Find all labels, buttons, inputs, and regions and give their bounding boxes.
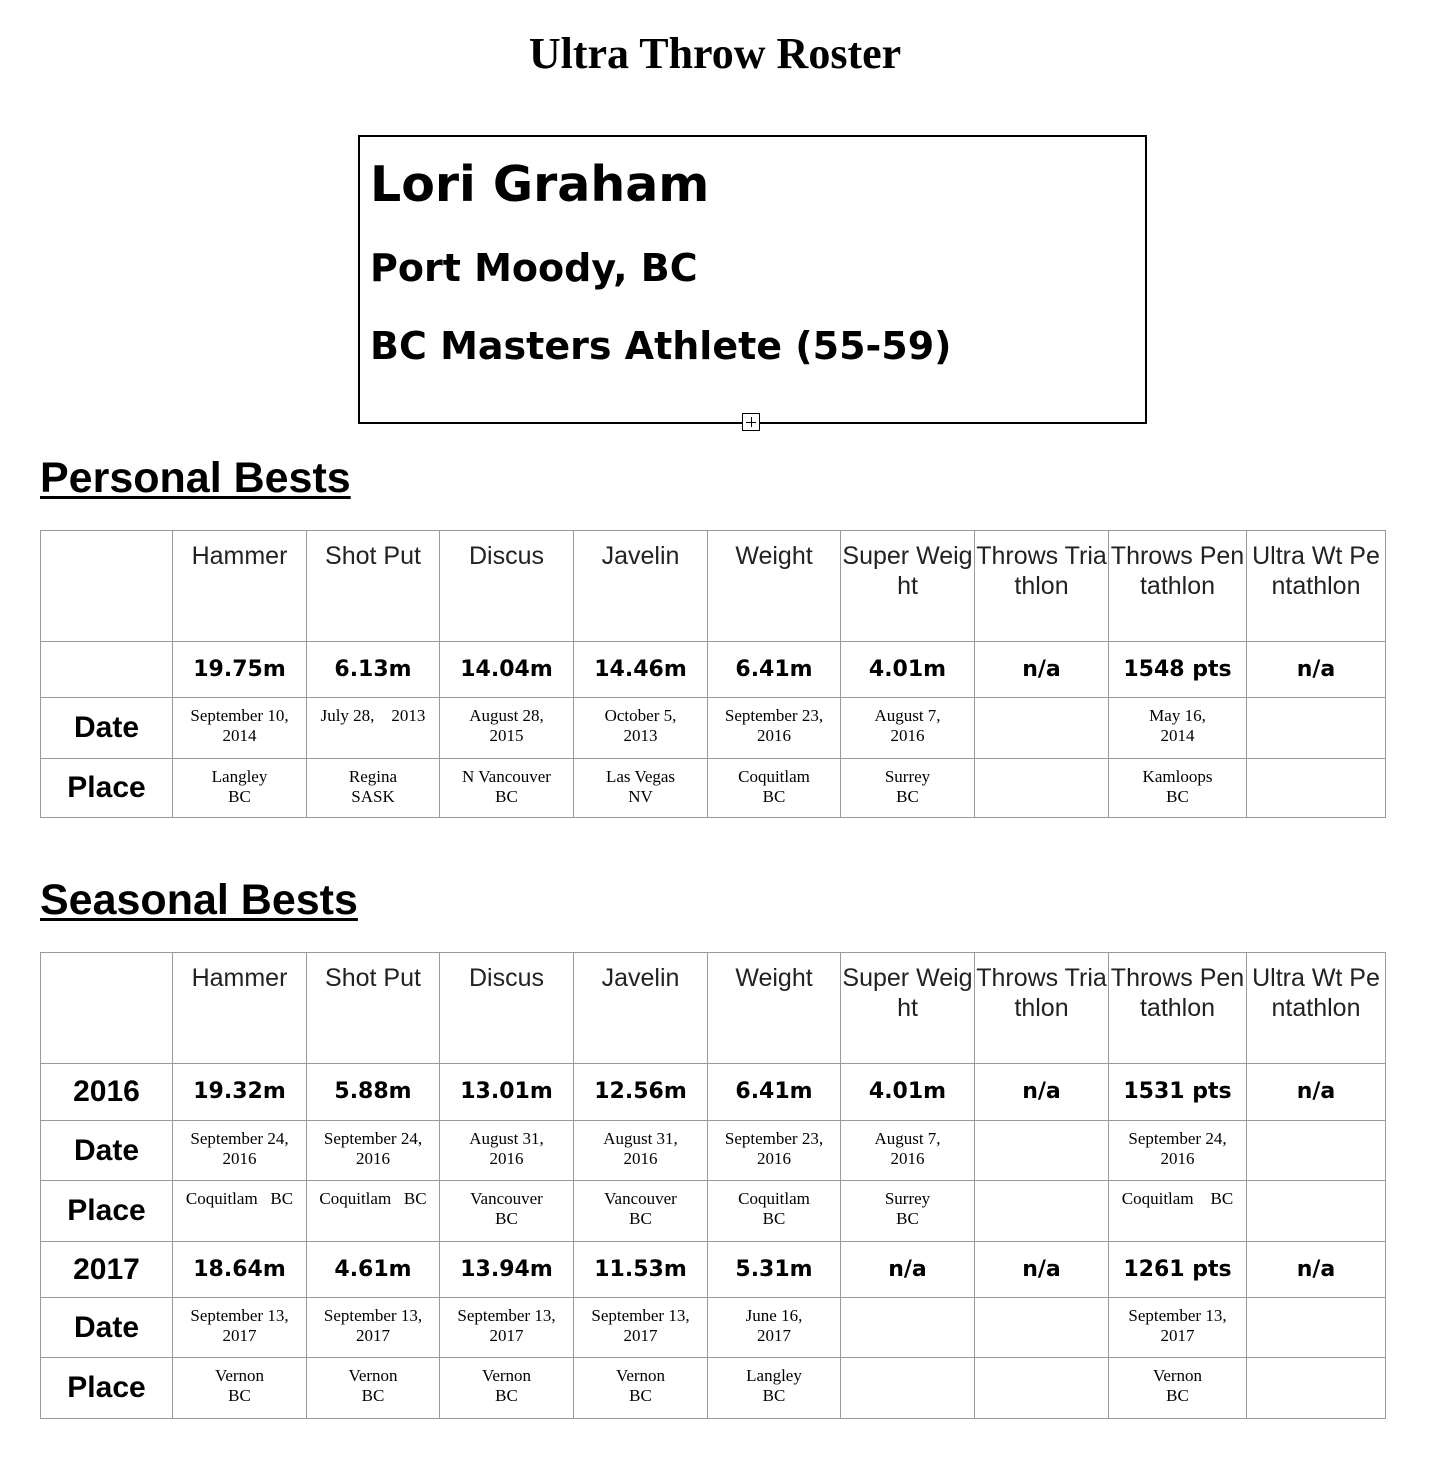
cell-line: 11.53m [594, 1256, 687, 1282]
mark-value [975, 1242, 1109, 1298]
cell-line: Ultra Wt Pentathlon [1252, 964, 1380, 1022]
cell-line: Super Weight [842, 964, 973, 1022]
date-value [975, 698, 1109, 759]
place-value [1247, 759, 1386, 818]
move-handle-icon[interactable] [742, 413, 760, 431]
athlete-name: Lori Graham [370, 156, 710, 213]
cell-line: August 31, [469, 1129, 544, 1148]
cell-line: September 13, [457, 1306, 556, 1325]
cell-line: June 16, [745, 1306, 803, 1325]
cell-line: 2014 [222, 726, 257, 745]
cell-line: October 5, [604, 706, 677, 725]
cell-line: Coquitlam BC [185, 1189, 294, 1208]
cell-line: NV [628, 787, 653, 806]
place-value [440, 1181, 574, 1242]
event-header [975, 953, 1109, 1064]
cell-line: SASK [351, 787, 395, 806]
cell-line: 2017 [1160, 1326, 1195, 1345]
cell-line: 2016 [356, 1149, 390, 1168]
cell-line: Hammer [191, 964, 288, 992]
event-header [307, 953, 440, 1064]
date-value [1247, 698, 1386, 759]
cell-line: BC [762, 787, 786, 806]
cell-line: 2013 [623, 726, 658, 745]
cell-line: 5.88m [334, 1079, 412, 1104]
cell-line: Langley [746, 1366, 802, 1385]
mark-value [574, 1064, 708, 1121]
cell-line: August 31, [603, 1129, 678, 1148]
cell-line: Shot Put [325, 964, 421, 992]
cell-line: 2017 [757, 1326, 791, 1345]
cell-line: 2015 [489, 726, 524, 745]
cell-line: Regina [348, 767, 398, 786]
cell-line: Vernon [1152, 1366, 1203, 1385]
date-value [574, 1121, 708, 1181]
mark-value [841, 1242, 975, 1298]
event-header-row [41, 953, 1386, 1064]
cell-line: 1531 pts [1123, 1079, 1232, 1104]
cell-line: Kamloops [1142, 767, 1213, 786]
cell-line: 2016 [623, 1149, 658, 1168]
cell-line: Super Weight [842, 542, 973, 600]
cell-line: Coquitlam BC [319, 1189, 427, 1208]
personal-bests-table [40, 530, 1386, 818]
event-header [1109, 531, 1247, 642]
personal-bests-heading: Personal Bests [40, 454, 351, 502]
cell-line: 6.13m [334, 656, 412, 682]
event-header [307, 531, 440, 642]
seasonal-bests-table [40, 952, 1386, 1419]
cell-line: 4.01m [868, 1079, 947, 1104]
date-value [1109, 1298, 1247, 1358]
cell-line: 19.32m [193, 1079, 286, 1104]
place-value [1109, 1358, 1247, 1419]
cell-line: 2017 [489, 1326, 524, 1345]
mark-value [173, 1064, 307, 1121]
cell-line: BC [896, 787, 919, 806]
date-value [173, 1121, 307, 1181]
cell-line: BC [762, 1209, 786, 1228]
mark-value [440, 642, 574, 698]
cell-line: Throws Triathlon [976, 964, 1107, 1022]
row-label-date: Date [41, 1298, 173, 1358]
cell-line: 2014 [1160, 726, 1195, 745]
mark-value [440, 1242, 574, 1298]
date-value [708, 1121, 841, 1181]
cell-line: BC [629, 1209, 652, 1228]
event-header [1247, 531, 1386, 642]
cell-line: Throws Triathlon [976, 542, 1107, 600]
date-value [975, 1298, 1109, 1358]
season-2017-places-row [41, 1358, 1386, 1419]
date-value [708, 698, 841, 759]
cell-line: n/a [1296, 656, 1336, 682]
place-value [307, 1181, 440, 1242]
place-value [975, 1358, 1109, 1419]
mark-value [173, 642, 307, 698]
mark-value [975, 642, 1109, 698]
place-value [173, 1181, 307, 1242]
mark-value [1247, 1242, 1386, 1298]
season-2016-dates-row [41, 1121, 1386, 1181]
mark-value [841, 1064, 975, 1121]
corner-cell [41, 531, 173, 642]
row-label-year: 2017 [41, 1242, 173, 1298]
cell-line: 2016 [757, 1149, 791, 1168]
cell-line: BC [629, 1386, 652, 1405]
personal-marks-row [41, 642, 1386, 698]
mark-value [574, 642, 708, 698]
cell-line: September 10, [190, 706, 289, 725]
cell-line: BC [762, 1386, 786, 1405]
place-value [440, 759, 574, 818]
place-value [841, 1181, 975, 1242]
season-2017-marks-row [41, 1242, 1386, 1298]
cell-line: September 13, [591, 1306, 690, 1325]
row-label-place: Place [41, 1181, 173, 1242]
personal-dates-row [41, 698, 1386, 759]
place-value [841, 1358, 975, 1419]
cell-line: 2017 [623, 1326, 658, 1345]
page-title: Ultra Throw Roster [528, 29, 902, 78]
date-value [307, 1121, 440, 1181]
row-label-empty [41, 642, 173, 698]
cell-line: Hammer [191, 542, 288, 570]
cell-line: Throws Pentathlon [1110, 964, 1245, 1022]
cell-line: n/a [1296, 1256, 1336, 1282]
mark-value [307, 642, 440, 698]
mark-value [1109, 1064, 1247, 1121]
mark-value [1247, 642, 1386, 698]
mark-value [440, 1064, 574, 1121]
cell-line: 18.64m [193, 1256, 286, 1282]
season-2016-places-row [41, 1181, 1386, 1242]
cell-line: Vancouver [470, 1189, 543, 1208]
event-header [440, 531, 574, 642]
event-header [975, 531, 1109, 642]
date-value [440, 1298, 574, 1358]
cell-line: Vancouver [604, 1189, 677, 1208]
mark-value [574, 1242, 708, 1298]
cell-line: 2016 [1160, 1149, 1195, 1168]
cell-line: 2016 [890, 726, 925, 745]
cell-line: Ultra Wt Pentathlon [1252, 542, 1380, 600]
mark-value [708, 1242, 841, 1298]
date-value [574, 698, 708, 759]
place-value [574, 1358, 708, 1419]
cell-line: Surrey [884, 1189, 931, 1208]
mark-value [1247, 1064, 1386, 1121]
event-header [173, 953, 307, 1064]
cell-line: 5.31m [735, 1256, 813, 1282]
place-value [841, 759, 975, 818]
place-value [574, 759, 708, 818]
place-value [975, 759, 1109, 818]
cell-line: 2016 [757, 726, 791, 745]
season-2016-marks-row [41, 1064, 1386, 1121]
mark-value [841, 642, 975, 698]
date-value [1109, 698, 1247, 759]
cell-line: 2016 [222, 1149, 257, 1168]
place-value [1247, 1358, 1386, 1419]
date-value [307, 698, 440, 759]
cell-line: 12.56m [594, 1079, 687, 1104]
cell-line: Javelin [601, 542, 680, 570]
place-value [440, 1358, 574, 1419]
date-value [173, 698, 307, 759]
row-label-date: Date [41, 1121, 173, 1181]
mark-value [708, 642, 841, 698]
cell-line: Coquitlam [738, 767, 810, 786]
date-value [708, 1298, 841, 1358]
athlete-profile-box[interactable] [358, 135, 1147, 424]
cell-line: 6.41m [735, 1079, 813, 1104]
cell-line: September 13, [323, 1306, 423, 1325]
cell-line: Shot Put [325, 542, 421, 570]
cell-line: Langley [211, 767, 268, 786]
event-header [708, 531, 841, 642]
mark-value [307, 1242, 440, 1298]
date-value [574, 1298, 708, 1358]
cell-line: BC [896, 1209, 919, 1228]
event-header [173, 531, 307, 642]
cell-line: BC [1166, 1386, 1189, 1405]
cell-line: August 7, [874, 1129, 941, 1148]
event-header [841, 531, 975, 642]
mark-value [708, 1064, 841, 1121]
row-label-year: 2016 [41, 1064, 173, 1121]
cell-line: September 23, [724, 1129, 824, 1148]
cell-line: 2016 [489, 1149, 524, 1168]
cell-line: BC [228, 787, 251, 806]
season-2017-dates-row [41, 1298, 1386, 1358]
place-value [173, 759, 307, 818]
event-header [440, 953, 574, 1064]
place-value [173, 1358, 307, 1419]
date-value [841, 698, 975, 759]
corner-cell [41, 953, 173, 1064]
place-value [975, 1181, 1109, 1242]
cell-line: n/a [888, 1256, 927, 1282]
cell-line: 13.94m [460, 1256, 553, 1282]
event-header-row [41, 531, 1386, 642]
date-value [841, 1121, 975, 1181]
place-value [708, 1358, 841, 1419]
cell-line: N Vancouver [462, 767, 551, 786]
place-value [307, 1358, 440, 1419]
date-value [1247, 1298, 1386, 1358]
cell-line: Vernon [481, 1366, 532, 1385]
mark-value [1109, 642, 1247, 698]
cell-line: September 13, [1128, 1306, 1227, 1325]
row-label-place: Place [41, 759, 173, 818]
cell-line: 1261 pts [1123, 1256, 1232, 1282]
cell-line: 4.61m [334, 1256, 412, 1282]
event-header [574, 531, 708, 642]
cell-line: September 23, [724, 706, 824, 725]
cell-line: Javelin [601, 964, 680, 992]
cell-line: August 7, [874, 706, 941, 725]
cell-line: n/a [1296, 1079, 1336, 1104]
place-value [1109, 1181, 1247, 1242]
cell-line: BC [1166, 787, 1189, 806]
cell-line: 2017 [356, 1326, 390, 1345]
cell-line: Surrey [884, 767, 931, 786]
cell-line: Las Vegas [605, 767, 676, 786]
date-value [1247, 1121, 1386, 1181]
cell-line: 2017 [222, 1326, 257, 1345]
row-label-date: Date [41, 698, 173, 759]
cell-line: Weight [735, 964, 813, 992]
cell-line: 1548 pts [1123, 656, 1232, 682]
cell-line: Vernon [615, 1366, 666, 1385]
cell-line: Coquitlam [738, 1189, 810, 1208]
place-value [708, 1181, 841, 1242]
cell-line: 4.01m [868, 656, 947, 682]
cell-line: n/a [1022, 1256, 1061, 1282]
event-header [1109, 953, 1247, 1064]
event-header [841, 953, 975, 1064]
date-value [1109, 1121, 1247, 1181]
cell-line: Throws Pentathlon [1110, 542, 1245, 600]
place-value [708, 759, 841, 818]
cell-line: 13.01m [460, 1079, 553, 1104]
cell-line: September 24, [190, 1129, 289, 1148]
date-value [173, 1298, 307, 1358]
cell-line: 19.75m [193, 656, 286, 682]
date-value [975, 1121, 1109, 1181]
cell-line: BC [495, 1386, 518, 1405]
cell-line: Vernon [348, 1366, 398, 1385]
seasonal-bests-heading: Seasonal Bests [40, 876, 358, 924]
event-header [1247, 953, 1386, 1064]
place-value [1109, 759, 1247, 818]
cell-line: Discus [468, 964, 544, 992]
cell-line: September 24, [323, 1129, 423, 1148]
mark-value [975, 1064, 1109, 1121]
date-value [307, 1298, 440, 1358]
cell-line: 2016 [890, 1149, 925, 1168]
event-header [574, 953, 708, 1064]
date-value [841, 1298, 975, 1358]
mark-value [173, 1242, 307, 1298]
cell-line: August 28, [469, 706, 544, 725]
cell-line: 14.04m [460, 656, 553, 682]
cell-line: Weight [735, 542, 813, 570]
event-header [708, 953, 841, 1064]
cell-line: Vernon [214, 1366, 265, 1385]
cell-line: n/a [1022, 656, 1061, 682]
cell-line: May 16, [1149, 706, 1206, 725]
personal-places-row [41, 759, 1386, 818]
cell-line: BC [361, 1386, 385, 1405]
place-value [574, 1181, 708, 1242]
cell-line: September 24, [1128, 1129, 1227, 1148]
row-label-place: Place [41, 1358, 173, 1419]
date-value [440, 698, 574, 759]
cell-line: Coquitlam BC [1121, 1189, 1234, 1208]
cell-line: BC [228, 1386, 251, 1405]
place-value [1247, 1181, 1386, 1242]
cell-line: n/a [1022, 1079, 1061, 1104]
date-value [440, 1121, 574, 1181]
cell-line: 6.41m [735, 656, 813, 682]
place-value [307, 759, 440, 818]
mark-value [307, 1064, 440, 1121]
cell-line: BC [495, 787, 518, 806]
cell-line: BC [495, 1209, 518, 1228]
athlete-category: BC Masters Athlete (55-59) [370, 324, 952, 368]
cell-line: 14.46m [594, 656, 687, 682]
cell-line: July 28, 2013 [320, 706, 426, 725]
mark-value [1109, 1242, 1247, 1298]
cell-line: Discus [468, 542, 544, 570]
athlete-location: Port Moody, BC [370, 246, 698, 290]
cell-line: September 13, [190, 1306, 289, 1325]
